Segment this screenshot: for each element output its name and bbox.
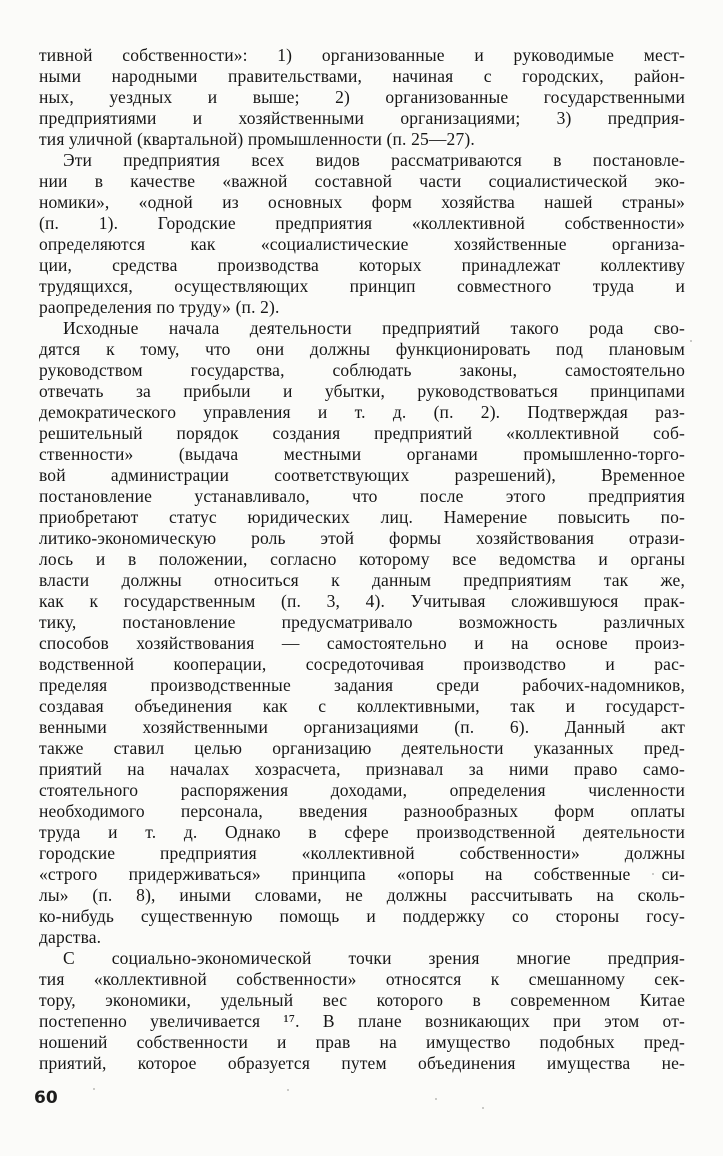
text-line: дарства.	[39, 927, 102, 947]
text-line: отвечать за прибыли и убытки, руководствоваться принципами	[39, 381, 685, 401]
paragraph	[39, 318, 685, 948]
text-line: дятся к тому, что они должны функционировать под плановым	[39, 339, 685, 359]
scan-speck	[150, 475, 152, 477]
text-line: «строго придерживаться» принципа «опоры на собственные си-	[39, 864, 685, 884]
text-line: решительный порядок создания предприятий «коллективной соб-	[39, 423, 685, 443]
scan-speck	[287, 1089, 289, 1091]
scan-speck	[652, 873, 654, 875]
text-line: нии в качестве «важной составной части социалистической эко-	[39, 171, 685, 191]
text-line: городские предприятия «коллективной собственности» должны	[39, 843, 685, 863]
text-line: приятий на началах хозрасчета, признавал за ними право само-	[39, 759, 685, 779]
text-line: ными народными правительствами, начиная с городских, район-	[39, 66, 685, 86]
text-line: пределяя производственные задания среди рабочих-надомников,	[39, 675, 685, 695]
text-line: способов хозяйствования — самостоятельно и на основе произ-	[39, 633, 685, 653]
text-line: водственной кооперации, сосредоточивая производство и рас-	[39, 654, 685, 674]
text-line: венными хозяйственными организациями (п. 6). Данный акт	[39, 717, 685, 737]
text-line: постепенно увеличивается ¹⁷. В плане возникающих при этом от-	[39, 1011, 685, 1031]
text-line: (п. 1). Городские предприятия «коллективной собственности»	[39, 213, 685, 233]
text-line: приобретают статус юридических лиц. Намерение повысить по-	[39, 507, 685, 527]
text-line: тору, экономики, удельный вес которого в современном Китае	[39, 990, 685, 1010]
paragraph	[39, 45, 685, 150]
text-line: приятий, которое образуется путем объединения имущества не-	[39, 1053, 685, 1073]
text-line: предприятиями и хозяйственными организациями; 3) предприя-	[39, 108, 685, 128]
text-line: литико-экономическую роль этой формы хозяйствования отрази-	[39, 528, 685, 548]
text-line: лы» (п. 8), иными словами, не должны рассчитывать на сколь-	[39, 885, 685, 905]
text-line: стоятельного распоряжения доходами, определения численности	[39, 780, 685, 800]
text-line: также ставил целью организацию деятельности указанных пред-	[39, 738, 685, 758]
scan-speck	[93, 1088, 95, 1090]
text-line: власти должны относиться к данным предприятиям так же,	[39, 570, 685, 590]
page-number: 60	[34, 1088, 58, 1108]
text-line: ции, средства производства которых принадлежат коллективу	[39, 255, 685, 275]
text-line: трудящихся, осуществляющих принцип совместного труда и	[39, 276, 685, 296]
text-line: С социально-экономической точки зрения многие предприя-	[63, 948, 685, 968]
text-line: тивной собственности»: 1) организованные и руководимые мест-	[39, 45, 685, 65]
scan-speck	[690, 340, 692, 342]
text-line: труда и т. д. Однако в сфере производственной деятельности	[39, 822, 685, 842]
text-line: демократического управления и т. д. (п. 2). Подтверждая раз-	[39, 402, 685, 422]
text-line: ко-нибудь существенную помощь и поддержку со стороны госу-	[39, 906, 685, 926]
text-line: тику, постановление предусматривало возможность различных	[39, 612, 685, 632]
text-line: постановление устанавливало, что после этого предприятия	[39, 486, 685, 506]
text-line: Исходные начала деятельности предприятий такого рода сво-	[63, 318, 685, 338]
text-line: ношений собственности и прав на имущество подобных пред-	[39, 1032, 685, 1052]
text-line: лось и в положении, согласно которому все ведомства и органы	[39, 549, 685, 569]
text-line: ственности» (выдача местными органами промышленно-торго-	[39, 444, 685, 464]
text-line: тия «коллективной собственности» относятся к смешанному сек-	[39, 969, 685, 989]
text-line: ных, уездных и выше; 2) организованные государственными	[39, 87, 685, 107]
text-line: создавая объединения как с коллективными, так и государст-	[39, 696, 685, 716]
text-line: вой администрации соответствующих разрешений), Временное	[39, 465, 685, 485]
text-line: номики», «одной из основных форм хозяйства нашей страны»	[39, 192, 685, 212]
text-line: необходимого персонала, введения разнообразных форм оплаты	[39, 801, 685, 821]
text-line: руководством государства, соблюдать законы, самостоятельно	[39, 360, 685, 380]
text-line: определяются как «социалистические хозяйственные организа-	[39, 234, 685, 254]
scan-speck	[482, 1107, 484, 1109]
text-block	[39, 45, 685, 1074]
text-line: как к государственным (п. 3, 4). Учитывая сложившуюся прак-	[39, 591, 685, 611]
text-line: тия уличной (квартальной) промышленности (п. 25—27).	[39, 129, 475, 149]
text-line: Эти предприятия всех видов рассматриваются в постановле-	[63, 150, 685, 170]
text-line: раопределения по труду» (п. 2).	[39, 297, 280, 317]
paragraph	[39, 150, 685, 318]
paragraph	[39, 948, 685, 1074]
scan-speck	[435, 1098, 437, 1100]
